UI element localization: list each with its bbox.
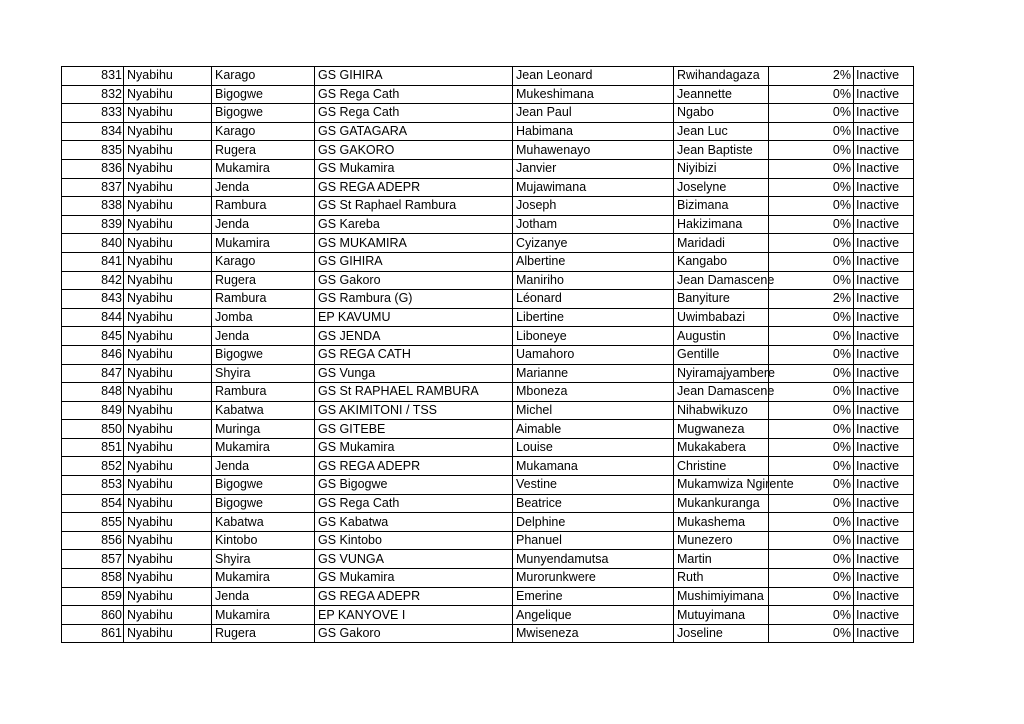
first-name-cell: Michel <box>513 401 674 420</box>
status-cell: Inactive <box>854 476 914 495</box>
school-cell: GS Rega Cath <box>315 494 513 513</box>
table-row <box>62 587 914 606</box>
sector-cell: Mukamira <box>212 606 315 625</box>
status-cell: Inactive <box>854 345 914 364</box>
school-cell: GS Rega Cath <box>315 104 513 123</box>
row-number-cell: 847 <box>62 364 124 383</box>
district-cell: Nyabihu <box>124 383 212 402</box>
district-cell: Nyabihu <box>124 531 212 550</box>
district-cell: Nyabihu <box>124 178 212 197</box>
status-cell: Inactive <box>854 290 914 309</box>
sector-cell: Rugera <box>212 141 315 160</box>
progress-cell: 0% <box>769 457 854 476</box>
first-name-cell: Libertine <box>513 308 674 327</box>
status-cell: Inactive <box>854 104 914 123</box>
table-row <box>62 345 914 364</box>
district-cell: Nyabihu <box>124 513 212 532</box>
district-cell: Nyabihu <box>124 550 212 569</box>
district-cell: Nyabihu <box>124 587 212 606</box>
progress-cell: 0% <box>769 624 854 643</box>
school-cell: GS REGA ADEPR <box>315 178 513 197</box>
table-row <box>62 494 914 513</box>
school-cell: EP KAVUMU <box>315 308 513 327</box>
sector-cell: Bigogwe <box>212 476 315 495</box>
table-row <box>62 252 914 271</box>
school-cell: GS REGA ADEPR <box>315 457 513 476</box>
table-row <box>62 569 914 588</box>
last-name-cell: Mutuyimana <box>674 606 769 625</box>
row-number-cell: 846 <box>62 345 124 364</box>
row-number-cell: 851 <box>62 438 124 457</box>
district-cell: Nyabihu <box>124 420 212 439</box>
last-name-cell: Augustin <box>674 327 769 346</box>
school-cell: GS GAKORO <box>315 141 513 160</box>
first-name-cell: Murorunkwere <box>513 569 674 588</box>
district-cell: Nyabihu <box>124 271 212 290</box>
table-body <box>62 67 914 643</box>
progress-cell: 0% <box>769 197 854 216</box>
last-name-cell: Mukamwiza Ngirente <box>674 476 769 495</box>
sector-cell: Bigogwe <box>212 104 315 123</box>
status-cell: Inactive <box>854 122 914 141</box>
school-cell: GS GIHIRA <box>315 67 513 86</box>
row-number-cell: 858 <box>62 569 124 588</box>
progress-cell: 0% <box>769 104 854 123</box>
table-row <box>62 531 914 550</box>
progress-cell: 0% <box>769 345 854 364</box>
district-cell: Nyabihu <box>124 401 212 420</box>
row-number-cell: 841 <box>62 252 124 271</box>
last-name-cell: Jean Damascene <box>674 383 769 402</box>
last-name-cell: Jean Damascene <box>674 271 769 290</box>
status-cell: Inactive <box>854 550 914 569</box>
sector-cell: Jenda <box>212 587 315 606</box>
district-cell: Nyabihu <box>124 234 212 253</box>
status-cell: Inactive <box>854 234 914 253</box>
status-cell: Inactive <box>854 215 914 234</box>
row-number-cell: 836 <box>62 159 124 178</box>
row-number-cell: 837 <box>62 178 124 197</box>
first-name-cell: Muhawenayo <box>513 141 674 160</box>
school-cell: GS Kareba <box>315 215 513 234</box>
district-cell: Nyabihu <box>124 569 212 588</box>
sector-cell: Jenda <box>212 457 315 476</box>
last-name-cell: Gentille <box>674 345 769 364</box>
progress-cell: 0% <box>769 85 854 104</box>
sector-cell: Mukamira <box>212 438 315 457</box>
status-cell: Inactive <box>854 327 914 346</box>
table-row <box>62 290 914 309</box>
status-cell: Inactive <box>854 67 914 86</box>
school-cell: GS GIHIRA <box>315 252 513 271</box>
table-row <box>62 178 914 197</box>
first-name-cell: Jean Paul <box>513 104 674 123</box>
sector-cell: Rambura <box>212 290 315 309</box>
school-cell: GS REGA CATH <box>315 345 513 364</box>
status-cell: Inactive <box>854 364 914 383</box>
table-row <box>62 438 914 457</box>
school-cell: GS Mukamira <box>315 159 513 178</box>
table-row <box>62 364 914 383</box>
district-cell: Nyabihu <box>124 494 212 513</box>
first-name-cell: Emerine <box>513 587 674 606</box>
last-name-cell: Munezero <box>674 531 769 550</box>
first-name-cell: Marianne <box>513 364 674 383</box>
school-cell: GS JENDA <box>315 327 513 346</box>
first-name-cell: Mwiseneza <box>513 624 674 643</box>
district-cell: Nyabihu <box>124 476 212 495</box>
school-cell: GS MUKAMIRA <box>315 234 513 253</box>
table-row <box>62 159 914 178</box>
status-cell: Inactive <box>854 420 914 439</box>
progress-cell: 0% <box>769 401 854 420</box>
table-row <box>62 401 914 420</box>
school-cell: GS AKIMITONI / TSS <box>315 401 513 420</box>
progress-cell: 0% <box>769 569 854 588</box>
row-number-cell: 844 <box>62 308 124 327</box>
school-cell: GS Kabatwa <box>315 513 513 532</box>
last-name-cell: Ngabo <box>674 104 769 123</box>
progress-cell: 0% <box>769 587 854 606</box>
row-number-cell: 860 <box>62 606 124 625</box>
row-number-cell: 856 <box>62 531 124 550</box>
school-cell: GS Gakoro <box>315 271 513 290</box>
sector-cell: Muringa <box>212 420 315 439</box>
table-row <box>62 513 914 532</box>
school-cell: GS St Raphael Rambura <box>315 197 513 216</box>
table-row <box>62 308 914 327</box>
row-number-cell: 854 <box>62 494 124 513</box>
row-number-cell: 861 <box>62 624 124 643</box>
row-number-cell: 857 <box>62 550 124 569</box>
last-name-cell: Mugwaneza <box>674 420 769 439</box>
status-cell: Inactive <box>854 457 914 476</box>
first-name-cell: Louise <box>513 438 674 457</box>
school-cell: GS Bigogwe <box>315 476 513 495</box>
sector-cell: Rambura <box>212 383 315 402</box>
last-name-cell: Martin <box>674 550 769 569</box>
district-cell: Nyabihu <box>124 141 212 160</box>
first-name-cell: Munyendamutsa <box>513 550 674 569</box>
table-row <box>62 383 914 402</box>
district-cell: Nyabihu <box>124 122 212 141</box>
row-number-cell: 831 <box>62 67 124 86</box>
status-cell: Inactive <box>854 606 914 625</box>
progress-cell: 0% <box>769 494 854 513</box>
sector-cell: Kintobo <box>212 531 315 550</box>
last-name-cell: Nyiramajyambere <box>674 364 769 383</box>
status-cell: Inactive <box>854 569 914 588</box>
sector-cell: Jenda <box>212 178 315 197</box>
last-name-cell: Niyibizi <box>674 159 769 178</box>
row-number-cell: 838 <box>62 197 124 216</box>
school-cell: GS Vunga <box>315 364 513 383</box>
last-name-cell: Kangabo <box>674 252 769 271</box>
last-name-cell: Jean Luc <box>674 122 769 141</box>
district-cell: Nyabihu <box>124 438 212 457</box>
sector-cell: Shyira <box>212 550 315 569</box>
last-name-cell: Ruth <box>674 569 769 588</box>
first-name-cell: Liboneye <box>513 327 674 346</box>
school-cell: GS Mukamira <box>315 438 513 457</box>
table-row <box>62 85 914 104</box>
first-name-cell: Janvier <box>513 159 674 178</box>
school-cell: GS Rambura (G) <box>315 290 513 309</box>
table-row <box>62 215 914 234</box>
progress-cell: 0% <box>769 271 854 290</box>
sector-cell: Karago <box>212 122 315 141</box>
progress-cell: 0% <box>769 178 854 197</box>
row-number-cell: 833 <box>62 104 124 123</box>
row-number-cell: 853 <box>62 476 124 495</box>
row-number-cell: 850 <box>62 420 124 439</box>
first-name-cell: Jotham <box>513 215 674 234</box>
table-row <box>62 234 914 253</box>
table-row <box>62 606 914 625</box>
status-cell: Inactive <box>854 252 914 271</box>
table-row <box>62 457 914 476</box>
status-cell: Inactive <box>854 383 914 402</box>
sector-cell: Bigogwe <box>212 494 315 513</box>
table-row <box>62 122 914 141</box>
status-cell: Inactive <box>854 531 914 550</box>
district-cell: Nyabihu <box>124 606 212 625</box>
progress-cell: 0% <box>769 215 854 234</box>
row-number-cell: 834 <box>62 122 124 141</box>
status-cell: Inactive <box>854 401 914 420</box>
progress-cell: 2% <box>769 67 854 86</box>
sector-cell: Bigogwe <box>212 85 315 104</box>
status-cell: Inactive <box>854 159 914 178</box>
progress-cell: 0% <box>769 141 854 160</box>
progress-cell: 0% <box>769 513 854 532</box>
row-number-cell: 835 <box>62 141 124 160</box>
district-cell: Nyabihu <box>124 159 212 178</box>
first-name-cell: Jean Leonard <box>513 67 674 86</box>
school-cell: GS St RAPHAEL RAMBURA <box>315 383 513 402</box>
sector-cell: Rambura <box>212 197 315 216</box>
last-name-cell: Jean Baptiste <box>674 141 769 160</box>
progress-cell: 0% <box>769 420 854 439</box>
school-cell: GS Rega Cath <box>315 85 513 104</box>
school-cell: GS GATAGARA <box>315 122 513 141</box>
sector-cell: Jenda <box>212 215 315 234</box>
sector-cell: Mukamira <box>212 569 315 588</box>
school-cell: GS VUNGA <box>315 550 513 569</box>
district-cell: Nyabihu <box>124 624 212 643</box>
status-cell: Inactive <box>854 178 914 197</box>
first-name-cell: Uamahoro <box>513 345 674 364</box>
school-cell: EP KANYOVE I <box>315 606 513 625</box>
district-cell: Nyabihu <box>124 457 212 476</box>
sector-cell: Karago <box>212 252 315 271</box>
first-name-cell: Mukeshimana <box>513 85 674 104</box>
status-cell: Inactive <box>854 271 914 290</box>
status-cell: Inactive <box>854 85 914 104</box>
district-cell: Nyabihu <box>124 104 212 123</box>
sector-cell: Rugera <box>212 624 315 643</box>
sector-cell: Karago <box>212 67 315 86</box>
row-number-cell: 848 <box>62 383 124 402</box>
sector-cell: Mukamira <box>212 159 315 178</box>
last-name-cell: Bizimana <box>674 197 769 216</box>
row-number-cell: 839 <box>62 215 124 234</box>
district-cell: Nyabihu <box>124 327 212 346</box>
last-name-cell: Rwihandagaza <box>674 67 769 86</box>
row-number-cell: 840 <box>62 234 124 253</box>
progress-cell: 0% <box>769 308 854 327</box>
table-row <box>62 624 914 643</box>
first-name-cell: Delphine <box>513 513 674 532</box>
first-name-cell: Angelique <box>513 606 674 625</box>
district-cell: Nyabihu <box>124 364 212 383</box>
last-name-cell: Mukankuranga <box>674 494 769 513</box>
row-number-cell: 845 <box>62 327 124 346</box>
status-cell: Inactive <box>854 141 914 160</box>
status-cell: Inactive <box>854 197 914 216</box>
last-name-cell: Joselyne <box>674 178 769 197</box>
progress-cell: 0% <box>769 550 854 569</box>
last-name-cell: Uwimbabazi <box>674 308 769 327</box>
last-name-cell: Mukashema <box>674 513 769 532</box>
first-name-cell: Mboneza <box>513 383 674 402</box>
district-cell: Nyabihu <box>124 252 212 271</box>
last-name-cell: Hakizimana <box>674 215 769 234</box>
sector-cell: Kabatwa <box>212 401 315 420</box>
progress-cell: 0% <box>769 606 854 625</box>
first-name-cell: Maniriho <box>513 271 674 290</box>
row-number-cell: 855 <box>62 513 124 532</box>
progress-cell: 0% <box>769 476 854 495</box>
table-row <box>62 327 914 346</box>
progress-cell: 0% <box>769 234 854 253</box>
school-cell: GS Kintobo <box>315 531 513 550</box>
sector-cell: Kabatwa <box>212 513 315 532</box>
progress-cell: 0% <box>769 122 854 141</box>
sector-cell: Rugera <box>212 271 315 290</box>
first-name-cell: Aimable <box>513 420 674 439</box>
table-row <box>62 420 914 439</box>
table-row <box>62 67 914 86</box>
district-cell: Nyabihu <box>124 290 212 309</box>
last-name-cell: Mushimiyimana <box>674 587 769 606</box>
sector-cell: Bigogwe <box>212 345 315 364</box>
row-number-cell: 859 <box>62 587 124 606</box>
row-number-cell: 842 <box>62 271 124 290</box>
row-number-cell: 852 <box>62 457 124 476</box>
progress-cell: 0% <box>769 438 854 457</box>
district-cell: Nyabihu <box>124 67 212 86</box>
row-number-cell: 843 <box>62 290 124 309</box>
first-name-cell: Cyizanye <box>513 234 674 253</box>
district-cell: Nyabihu <box>124 215 212 234</box>
school-cell: GS Mukamira <box>315 569 513 588</box>
progress-cell: 0% <box>769 327 854 346</box>
first-name-cell: Beatrice <box>513 494 674 513</box>
table-row <box>62 550 914 569</box>
sector-cell: Mukamira <box>212 234 315 253</box>
status-cell: Inactive <box>854 587 914 606</box>
last-name-cell: Joseline <box>674 624 769 643</box>
table-row <box>62 476 914 495</box>
sector-cell: Shyira <box>212 364 315 383</box>
first-name-cell: Joseph <box>513 197 674 216</box>
school-cell: GS REGA ADEPR <box>315 587 513 606</box>
last-name-cell: Christine <box>674 457 769 476</box>
school-cell: GS Gakoro <box>315 624 513 643</box>
first-name-cell: Mujawimana <box>513 178 674 197</box>
sector-cell: Jomba <box>212 308 315 327</box>
school-cell: GS GITEBE <box>315 420 513 439</box>
first-name-cell: Habimana <box>513 122 674 141</box>
progress-cell: 0% <box>769 364 854 383</box>
last-name-cell: Jeannette <box>674 85 769 104</box>
progress-cell: 0% <box>769 531 854 550</box>
spreadsheet-page <box>61 66 913 643</box>
table-row <box>62 271 914 290</box>
progress-cell: 0% <box>769 252 854 271</box>
progress-cell: 2% <box>769 290 854 309</box>
table-row <box>62 197 914 216</box>
district-cell: Nyabihu <box>124 308 212 327</box>
district-cell: Nyabihu <box>124 85 212 104</box>
table-row <box>62 141 914 160</box>
district-cell: Nyabihu <box>124 197 212 216</box>
table-row <box>62 104 914 123</box>
last-name-cell: Nihabwikuzo <box>674 401 769 420</box>
status-cell: Inactive <box>854 438 914 457</box>
status-cell: Inactive <box>854 308 914 327</box>
district-cell: Nyabihu <box>124 345 212 364</box>
status-cell: Inactive <box>854 494 914 513</box>
data-table <box>61 66 914 643</box>
first-name-cell: Léonard <box>513 290 674 309</box>
first-name-cell: Mukamana <box>513 457 674 476</box>
row-number-cell: 849 <box>62 401 124 420</box>
last-name-cell: Mukakabera <box>674 438 769 457</box>
progress-cell: 0% <box>769 159 854 178</box>
progress-cell: 0% <box>769 383 854 402</box>
first-name-cell: Phanuel <box>513 531 674 550</box>
sector-cell: Jenda <box>212 327 315 346</box>
last-name-cell: Maridadi <box>674 234 769 253</box>
first-name-cell: Vestine <box>513 476 674 495</box>
last-name-cell: Banyiture <box>674 290 769 309</box>
first-name-cell: Albertine <box>513 252 674 271</box>
status-cell: Inactive <box>854 513 914 532</box>
row-number-cell: 832 <box>62 85 124 104</box>
status-cell: Inactive <box>854 624 914 643</box>
